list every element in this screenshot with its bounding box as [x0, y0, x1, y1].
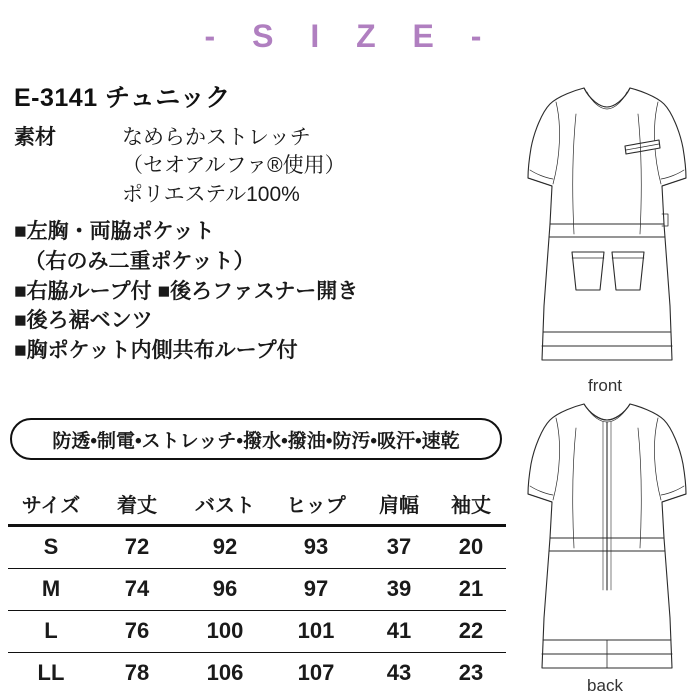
material-line-1: なめらかストレッチ	[122, 126, 311, 149]
table-header-row	[8, 482, 506, 526]
cell-bust: 100	[180, 611, 270, 653]
cell-sleeve: 20	[436, 526, 506, 569]
col-header-shoulder: 肩幅	[362, 482, 436, 526]
cell-length: 78	[124, 660, 150, 685]
table-row	[8, 569, 506, 611]
cell-size: S	[8, 526, 94, 569]
cell-size: M	[8, 569, 94, 611]
material-line-3: ポリエステル100%	[122, 182, 300, 206]
front-caption: front	[587, 376, 623, 395]
cell-length: 72	[94, 526, 180, 569]
material-label: 素材	[14, 126, 56, 149]
feature-line-1: ■左胸・両脇ポケット	[14, 220, 215, 244]
material-line-2: （セオアルファ®使用）	[122, 154, 346, 178]
cell-hip: 101	[270, 611, 362, 653]
table-row	[8, 526, 506, 569]
cell-hip: 97	[270, 569, 362, 611]
function-badge-label: 防透•制電•ストレッチ•撥水•撥油•防汚•吸汗•速乾	[52, 430, 460, 452]
size-table	[8, 482, 506, 694]
function-badge	[10, 418, 502, 460]
cell-bust: 92	[180, 526, 270, 569]
col-header-length: 着丈	[94, 482, 180, 526]
feature-line-5: ■胸ポケット内側共布ループ付	[14, 339, 298, 363]
spec-column	[14, 78, 534, 366]
cell-shoulder: 41	[362, 611, 436, 653]
col-header-hip: ヒップ	[270, 482, 362, 526]
table-row	[8, 653, 506, 695]
cell-length: 74	[94, 569, 180, 611]
col-header-bust: バスト	[180, 482, 270, 526]
back-caption: back	[587, 676, 623, 695]
table-row	[8, 611, 506, 653]
cell-sleeve: 21	[436, 569, 506, 611]
col-header-size: サイズ	[8, 482, 94, 526]
feature-line-3: ■右脇ループ付 ■後ろファスナー開き	[14, 279, 359, 303]
garment-front-illustration	[520, 74, 695, 379]
cell-sleeve: 22	[436, 611, 506, 653]
feature-line-4: ■後ろ裾ベンツ	[14, 309, 153, 333]
cell-bust: 106	[206, 660, 244, 685]
cell-shoulder: 43	[386, 660, 412, 685]
cell-size: LL	[37, 660, 65, 685]
feature-line-2: （右のみ二重ポケット）	[14, 249, 255, 273]
cell-sleeve: 23	[458, 660, 484, 685]
cell-bust: 96	[180, 569, 270, 611]
cell-size: L	[8, 611, 94, 653]
product-title: E-3141 チュニック	[14, 84, 231, 112]
cell-hip: 93	[270, 526, 362, 569]
cell-shoulder: 39	[362, 569, 436, 611]
cell-length: 76	[94, 611, 180, 653]
material-section	[14, 124, 534, 209]
col-header-sleeve: 袖丈	[436, 482, 506, 526]
cell-shoulder: 37	[362, 526, 436, 569]
cell-hip: 107	[297, 660, 335, 685]
page-title: - S I Z E -	[204, 18, 496, 54]
material-values	[122, 124, 346, 209]
feature-list	[14, 217, 534, 366]
garment-back-illustration	[520, 392, 695, 682]
